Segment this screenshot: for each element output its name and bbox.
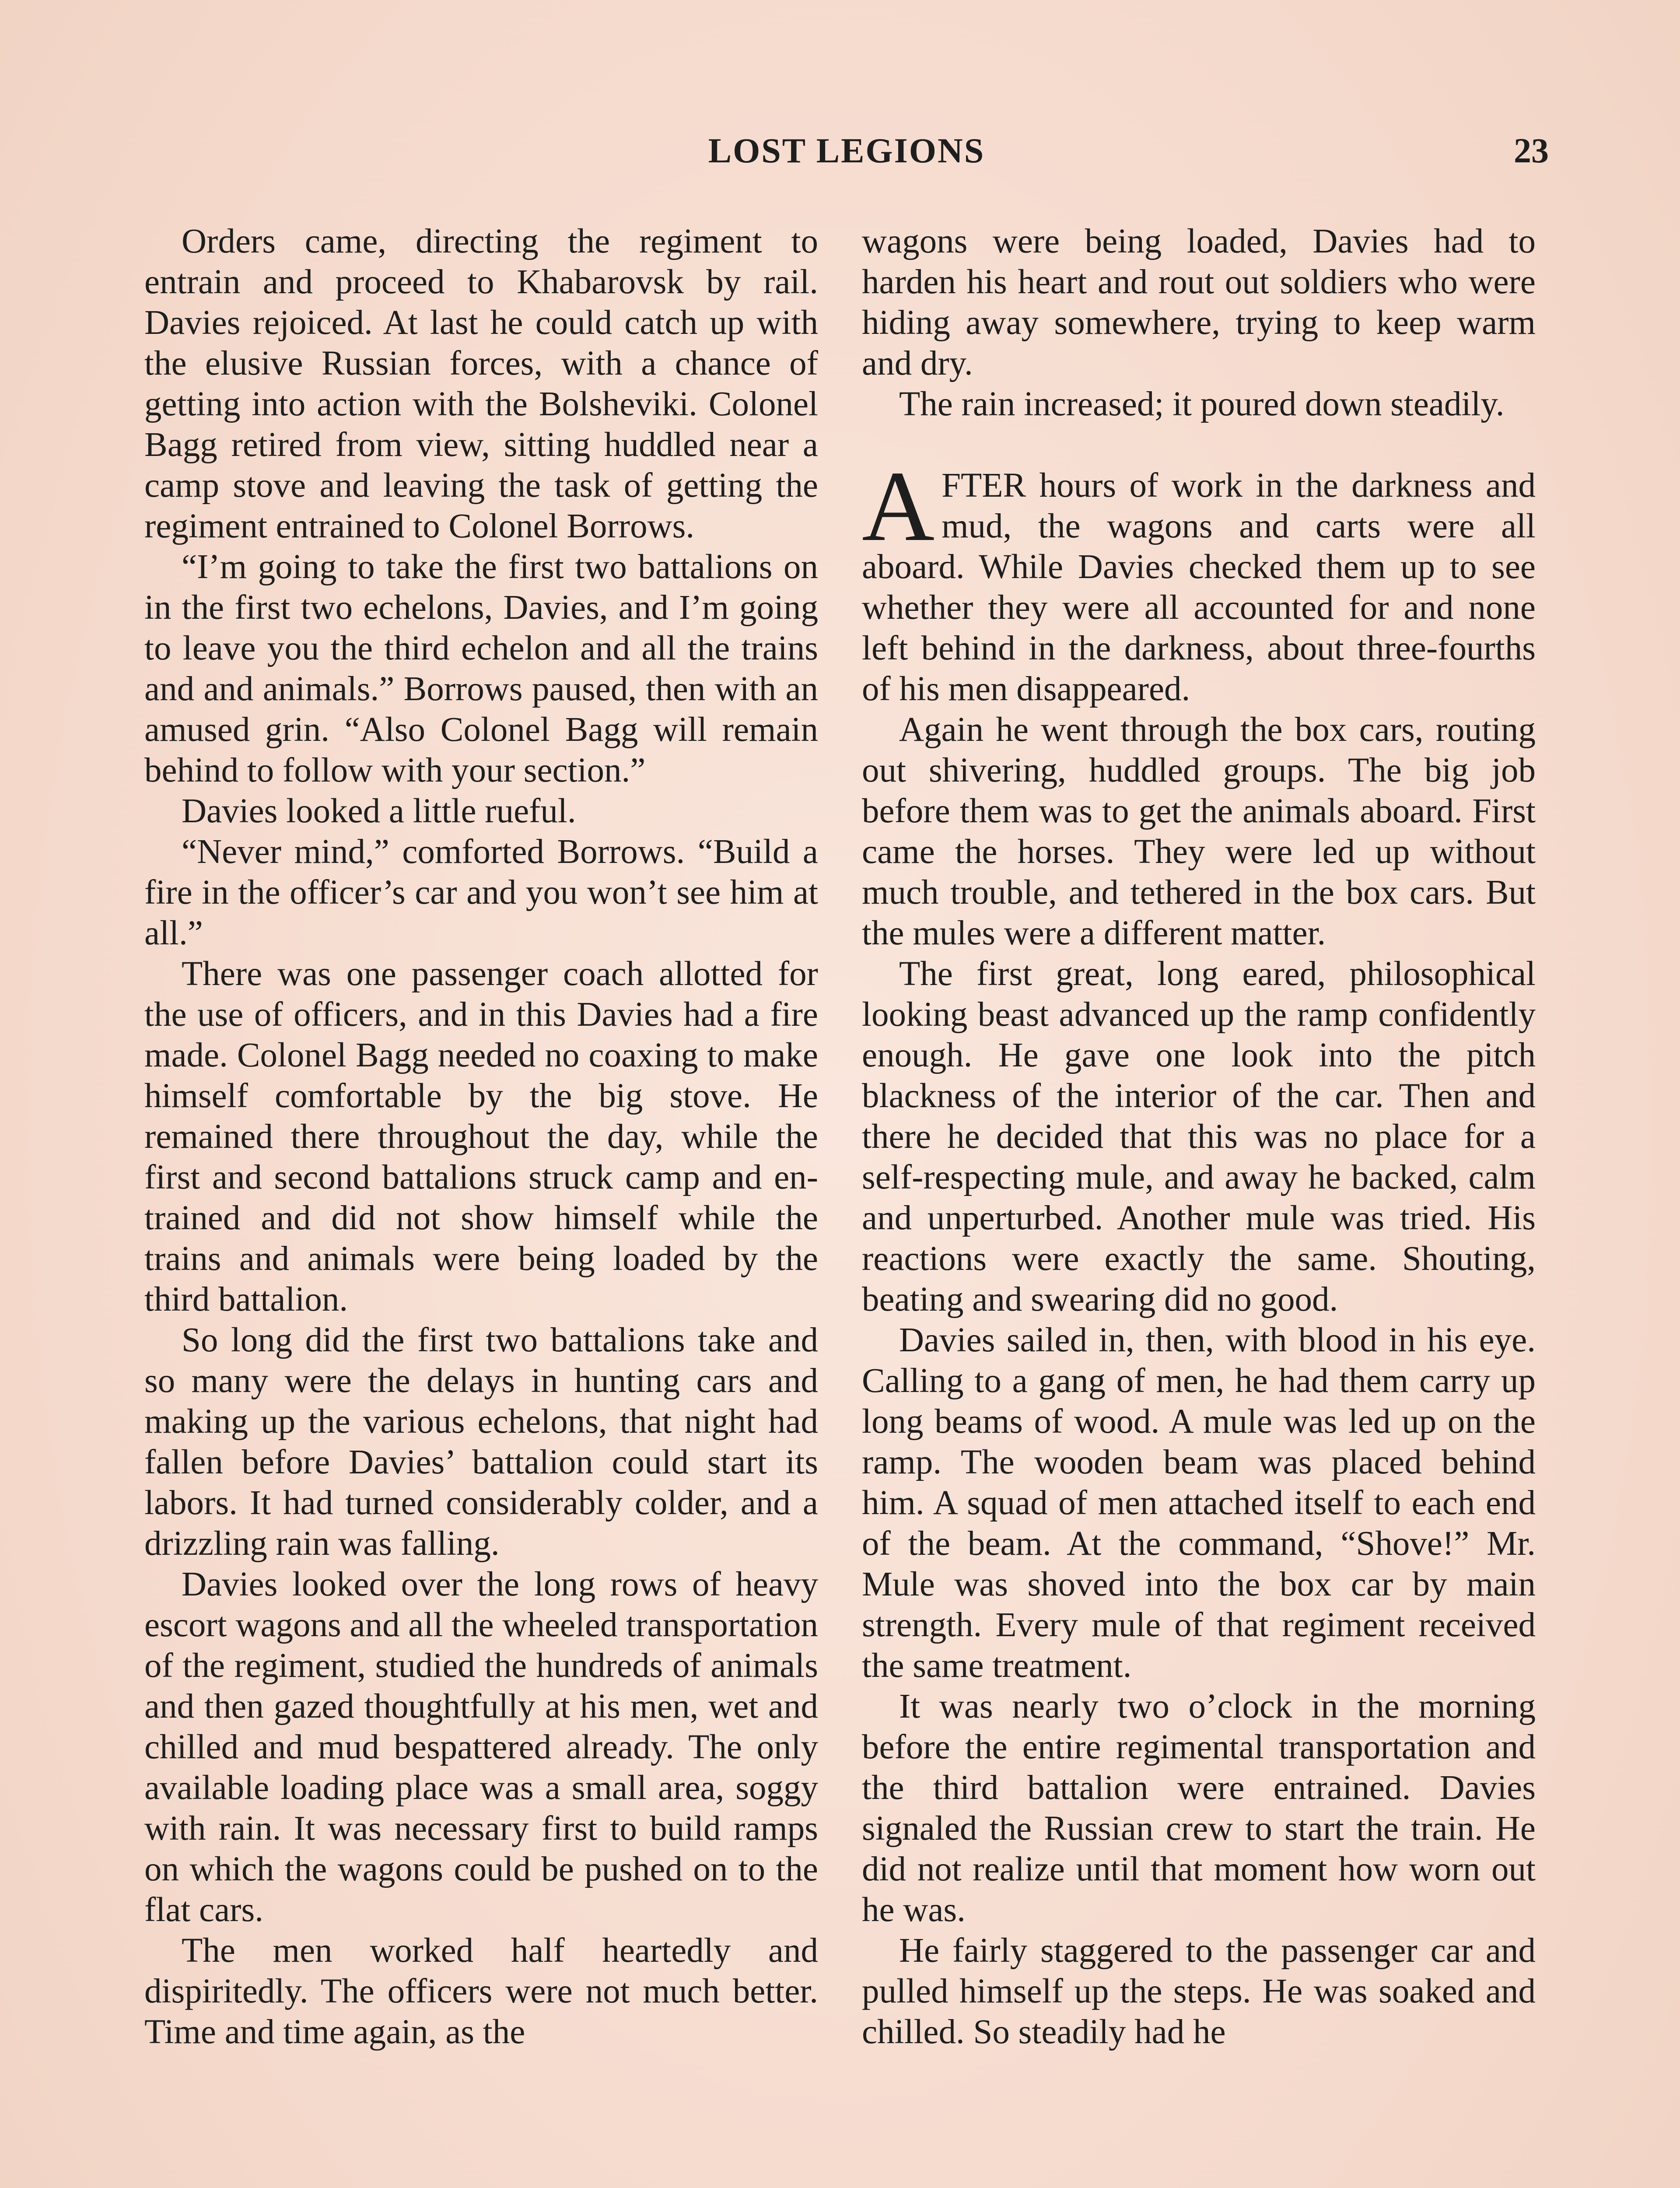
running-title: LOST LEGIONS bbox=[708, 132, 985, 170]
paragraph: Davies sailed in, then, with blood in his eye. Calling to a gang of men, he had them carry up long beams of wood. A mule was led up on the ramp. The wooden beam was placed behind him. A squad of men attached itself to each end of the beam. At the command, “Shove!” Mr. Mule was shoved into the box car by main strength. Every mule of that regiment received the same treatment. bbox=[862, 1321, 1536, 1685]
left-column bbox=[144, 221, 818, 2052]
paragraph: So long did the first two battalions take and so many were the delays in hunting cars and making up the various echelons, that night had fallen before Davies’ battalion could start its labors. It had turned considerably colder, and a drizzling rain was falling. bbox=[144, 1321, 818, 1563]
paragraph: wagons were being loaded, Davies had to harden his heart and rout out soldiers who were hiding away somewhere, trying to keep warm and dry. bbox=[862, 222, 1536, 382]
right-column bbox=[862, 221, 1536, 2052]
paragraph: The rain increased; it poured down steadily. bbox=[899, 385, 1505, 423]
paragraph: “I’m going to take the first two battalions on in the first two echelons, Davies, and I’m going to leave you the third echelon and all the trains and and animals.” Borrows paused, then with an amused grin. “Also Colonel Bagg will remain behind to follow with your section.” bbox=[144, 548, 818, 789]
section-break bbox=[862, 424, 1536, 465]
paragraph: Davies looked a little rueful. bbox=[182, 792, 576, 830]
paragraph: The men worked half heartedly and dispiritedly. The officers were not much better. Time and time again, as the bbox=[144, 1932, 818, 2051]
paragraph: The first great, long eared, philosophical looking beast advanced up the ramp confidently enough. He gave one look into the pitch blackness of the interior of the car. Then and there he decided that this was no place for a self-respecting mule, and away he backed, calm and unperturbed. Another mule was tried. His reactions were exactly the same. Shouting, beating and swearing did no good. bbox=[862, 955, 1536, 1318]
dropcap-paragraph bbox=[862, 450, 1536, 709]
drop-cap: A bbox=[862, 450, 935, 562]
paragraph: “Never mind,” comforted Borrows. “Build a fire in the officer’s car and you won’t see him at all.” bbox=[144, 833, 818, 952]
paragraph: It was nearly two o’clock in the morning before the entire regimental transportation and the third battalion were entrained. Davies signaled the Russian crew to start the train. He did not realize until that moment how worn out he was. bbox=[862, 1687, 1536, 1929]
page-header bbox=[144, 131, 1549, 179]
page-number: 23 bbox=[1514, 132, 1549, 170]
paragraph: He fairly staggered to the passenger car and pulled himself up the steps. He was soaked and chilled. So steadily had he bbox=[862, 1932, 1536, 2051]
paragraph: There was one passenger coach allotted for the use of officers, and in this Davies had a fire made. Colonel Bagg needed no coaxing to make himself comfortable by the big stove. He remained there throughout the day, while the first and second battalions struck camp and entrained and did not show himself while the trains and animals were being loaded by the third battalion. bbox=[144, 955, 818, 1318]
paragraph: Davies looked over the long rows of heavy escort wagons and all the wheeled transportation of the regiment, studied the hundreds of animals and then gazed thoughtfully at his men, wet and chilled and mud bespattered already. The only available loading place was a small area, soggy with rain. It was necessary first to build ramps on which the wagons could be pushed on to the flat cars. bbox=[144, 1565, 818, 1929]
paragraph: Orders came, directing the regiment to entrain and proceed to Khabarovsk by rail. Davies rejoiced. At last he could catch up with the elusive Russian forces, with a chance of getting into action with the Bolsheviki. Colonel Bagg retired from view, sitting huddled near a camp stove and leaving the task of getting the regiment entrained to Colonel Borrows. bbox=[144, 222, 818, 545]
paragraph: Again he went through the box cars, routing out shivering, huddled groups. The big job before them was to get the animals aboard. First came the horses. They were led up without much trouble, and tethered in the box cars. But the mules were a different matter. bbox=[862, 711, 1536, 952]
dropcap-paragraph-text: FTER hours of work in the darkness and mud, the wagons and carts were all aboard. While Davies checked them up to see whether they were all accounted for and none left behind in the darkness, about three-fourths of his men disappeared. bbox=[862, 466, 1536, 708]
